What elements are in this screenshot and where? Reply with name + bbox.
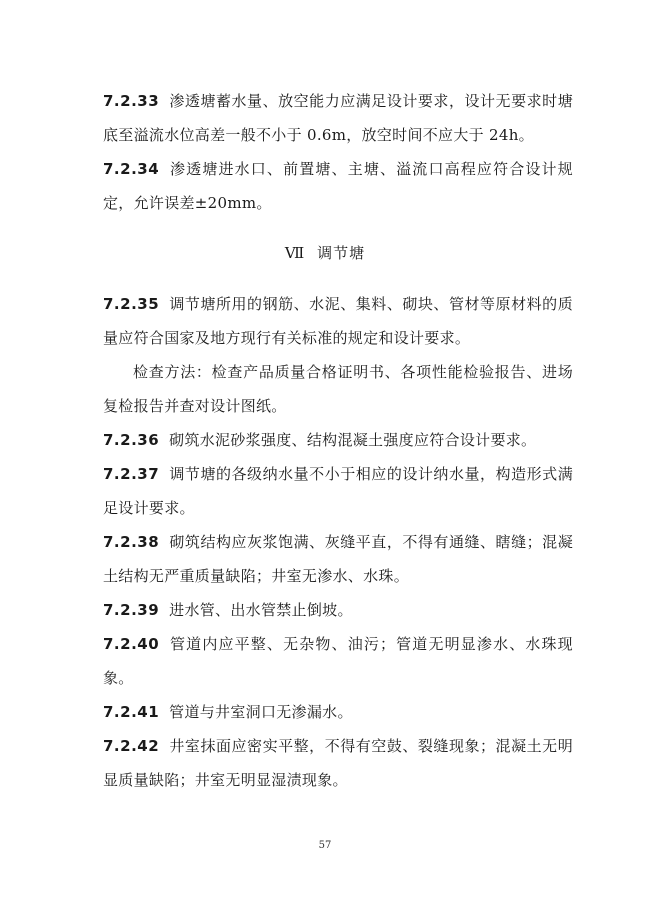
page-number: 57 bbox=[318, 840, 332, 851]
clause-number: 7.2.41 bbox=[103, 703, 160, 721]
check-method-text: 检查方法：检查产品质量合格证明书、各项性能检验报告、进场复检报告并查对设计图纸。 bbox=[103, 363, 573, 415]
clause-7-2-33 bbox=[103, 84, 573, 152]
clause-7-2-42 bbox=[103, 729, 573, 797]
clause-number: 7.2.36 bbox=[103, 431, 160, 449]
clause-text: 砌筑结构应灰浆饱满、灰缝平直，不得有通缝、瞎缝；混凝土结构无严重质量缺陷；井室无渗水、水珠。 bbox=[103, 533, 573, 585]
clause-number: 7.2.37 bbox=[103, 465, 160, 483]
clause-7-2-36 bbox=[103, 423, 573, 457]
clause-text: 渗透塘进水口、前置塘、主塘、溢流口高程应符合设计规定，允许误差±20mm。 bbox=[103, 160, 573, 212]
check-method-paragraph bbox=[103, 355, 573, 423]
clause-7-2-38 bbox=[103, 525, 573, 593]
clause-text: 渗透塘蓄水量、放空能力应满足设计要求，设计无要求时塘底至溢流水位高差一般不小于 0.6m，放空时间不应大于 24h。 bbox=[103, 92, 573, 144]
clause-7-2-39 bbox=[103, 593, 573, 627]
clause-text: 调节塘所用的钢筋、水泥、集料、砌块、管材等原材料的质量应符合国家及地方现行有关标准的规定和设计要求。 bbox=[103, 295, 573, 347]
clause-7-2-34 bbox=[103, 152, 573, 220]
clause-text: 调节塘的各级纳水量不小于相应的设计纳水量，构造形式满足设计要求。 bbox=[103, 465, 573, 517]
clause-text: 进水管、出水管禁止倒坡。 bbox=[169, 601, 353, 619]
clause-text: 砌筑水泥砂浆强度、结构混凝土强度应符合设计要求。 bbox=[169, 431, 537, 449]
clause-number: 7.2.39 bbox=[103, 601, 160, 619]
clause-number: 7.2.42 bbox=[103, 737, 160, 755]
clause-number: 7.2.40 bbox=[103, 635, 160, 653]
clause-number: 7.2.34 bbox=[103, 160, 160, 178]
clause-number: 7.2.35 bbox=[103, 295, 160, 313]
clause-number: 7.2.38 bbox=[103, 533, 160, 551]
clause-text: 井室抹面应密实平整，不得有空鼓、裂缝现象；混凝土无明显质量缺陷；井室无明显湿渍现象。 bbox=[103, 737, 573, 789]
clause-number: 7.2.33 bbox=[103, 92, 160, 110]
section-title: 调节塘 bbox=[317, 244, 366, 262]
clause-7-2-35 bbox=[103, 287, 573, 355]
clause-text: 管道与井室洞口无渗漏水。 bbox=[169, 703, 353, 721]
section-roman-numeral: Ⅶ bbox=[284, 244, 306, 262]
section-heading bbox=[0, 243, 650, 263]
clause-7-2-40 bbox=[103, 627, 573, 695]
clause-text: 管道内应平整、无杂物、油污；管道无明显渗水、水珠现象。 bbox=[103, 635, 573, 687]
clause-7-2-37 bbox=[103, 457, 573, 525]
clause-7-2-41 bbox=[103, 695, 573, 729]
